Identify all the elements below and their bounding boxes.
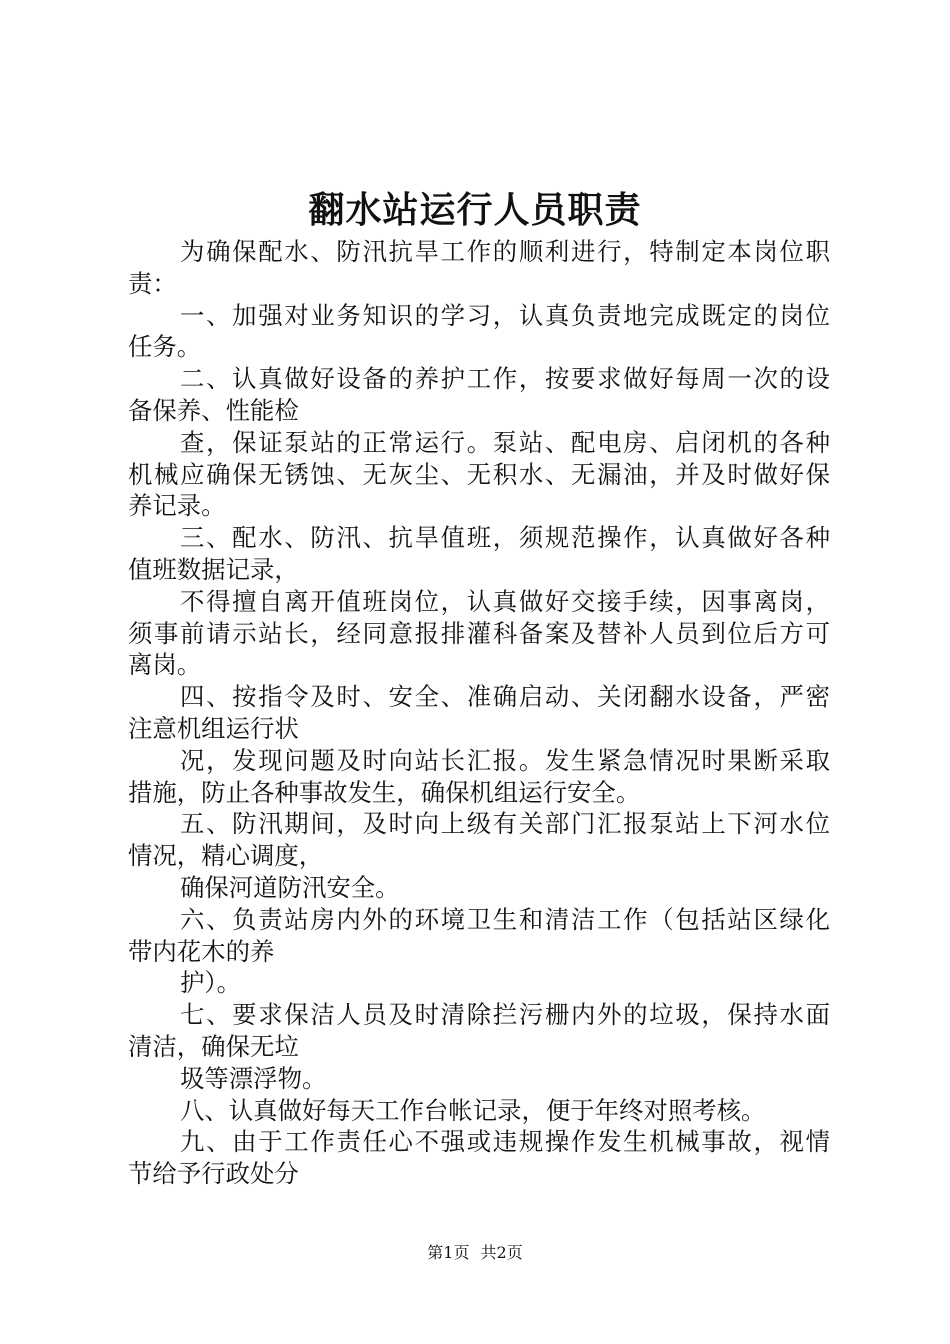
text-line: 圾等漂浮物。 <box>180 1063 327 1093</box>
text-line: 六、负责站房内外的环境卫生和清洁工作（包括站区绿化 <box>180 904 830 934</box>
text-line: 任务。 <box>128 332 202 362</box>
text-line: 机械应确保无锈蚀、无灰尘、无积水、无漏油，并及时做好保 <box>128 459 830 489</box>
text-line: 七、要求保洁人员及时清除拦污栅内外的垃圾，保持水面 <box>180 1000 830 1030</box>
text-line: 值班数据记录， <box>128 554 299 584</box>
text-line: 八、认真做好每天工作台帐记录，便于年终对照考核。 <box>180 1095 766 1125</box>
page-footer <box>0 1242 950 1264</box>
text-line: 护）。 <box>180 968 241 998</box>
text-line: 二、认真做好设备的养护工作，按要求做好每周一次的设 <box>180 364 830 394</box>
text-line: 节给予行政处分 <box>128 1159 299 1189</box>
document-title: 翻水站运行人员职责 <box>308 189 642 231</box>
text-line: 清洁，确保无垃 <box>128 1031 299 1061</box>
text-line: 确保河道防汛安全。 <box>180 872 400 902</box>
text-line: 三、配水、防汛、抗旱值班，须规范操作，认真做好各种 <box>180 523 830 553</box>
document-body <box>128 236 830 1190</box>
text-line: 一、加强对业务知识的学习，认真负责地完成既定的岗位 <box>180 300 830 330</box>
text-line: 情况，精心调度， <box>128 841 324 871</box>
text-line: 注意机组运行状 <box>128 713 299 743</box>
text-line: 查，保证泵站的正常运行。泵站、配电房、启闭机的各种 <box>180 427 830 457</box>
text-line: 离岗。 <box>128 650 202 680</box>
text-line: 四、按指令及时、安全、准确启动、关闭翻水设备，严密 <box>180 682 830 712</box>
text-line: 带内花木的养 <box>128 936 275 966</box>
text-line: 九、由于工作责任心不强或违规操作发生机械事故，视情 <box>180 1127 830 1157</box>
text-line: 责： <box>128 268 177 298</box>
text-line: 措施，防止各种事故发生，确保机组运行安全。 <box>128 777 641 807</box>
text-line: 况，发现问题及时向站长汇报。发生紧急情况时果断采取 <box>180 745 830 775</box>
text-line: 不得擅自离开值班岗位，认真做好交接手续，因事离岗， <box>180 586 830 616</box>
text-line: 备保养、性能检 <box>128 395 299 425</box>
text-line: 为确保配水、防汛抗旱工作的顺利进行，特制定本岗位职 <box>180 237 830 266</box>
page-total: 共2页 <box>480 1243 523 1262</box>
text-line: 养记录。 <box>128 491 226 521</box>
text-line: 五、防汛期间，及时向上级有关部门汇报泵站上下河水位 <box>180 809 830 839</box>
text-line: 须事前请示站长，经同意报排灌科备案及替补人员到位后方可 <box>128 618 830 648</box>
page-number: 第1页 <box>427 1243 470 1262</box>
